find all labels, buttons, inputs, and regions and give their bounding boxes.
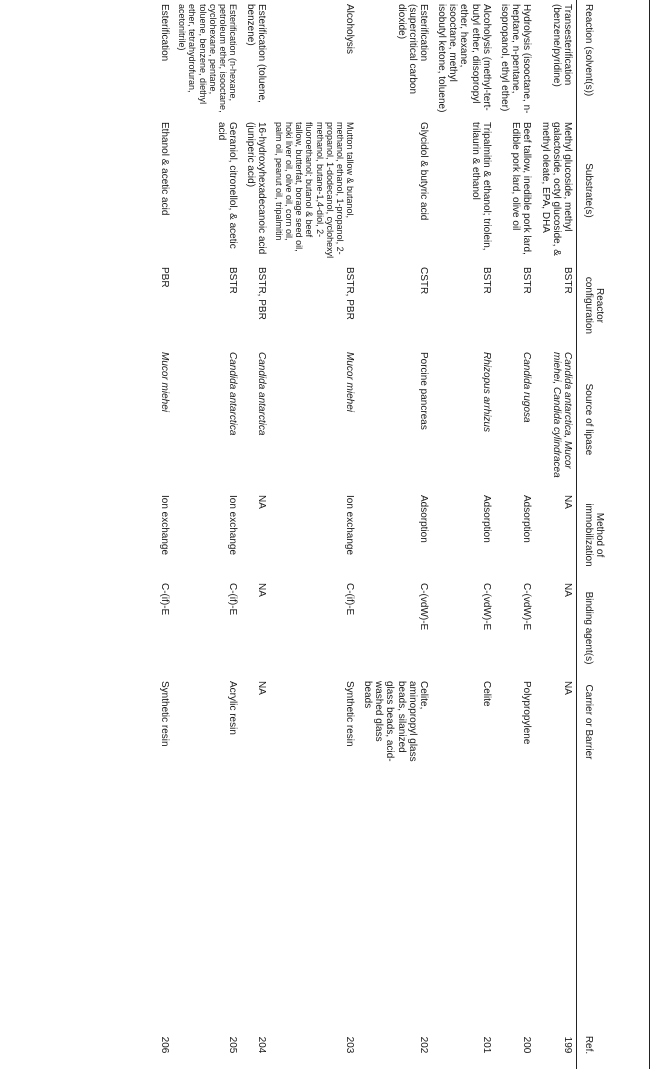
header-ref: Ref. (577, 1021, 650, 1069)
cell-carrier: Synthetic resin (343, 681, 355, 747)
cell-source: Rhizopus arrhizus (480, 352, 492, 433)
cell-reaction: Esterification (supercritical carbon dioxide) (395, 4, 429, 95)
cell-reactor: BSTR (480, 267, 492, 294)
header-spacer (577, 767, 650, 1021)
table-row (270, 0, 358, 1069)
cell-source: Candida rugosa (521, 352, 533, 423)
cell-method: NA (256, 495, 268, 509)
cell-source: Mucor miehei (343, 352, 355, 413)
cell-reactor: CSTR (417, 267, 429, 295)
cell-method: Adsorption (417, 495, 429, 543)
table-row (153, 0, 173, 1069)
table-header-row (577, 0, 650, 1069)
cell-ref: 201 (480, 1036, 492, 1054)
cell-source: Porcine pancreas (417, 352, 429, 430)
header-reaction: Reaction (solvent(s)) (577, 0, 650, 118)
cell-substrate: Beef tallow, inedible pork lard, Edible pork lard, olive oil (510, 122, 533, 255)
cell-method: Ion exchange (159, 495, 171, 556)
cell-carrier: Celite (480, 681, 492, 707)
cell-substrate: Methyl glucoside, methyl galactoside, octyl glucoside, & methyl oleate, EPA, DHA (539, 122, 573, 256)
cell-binding: C-(if)-E (226, 583, 238, 616)
cell-ref: 199 (562, 1036, 573, 1054)
cell-reactor: BSTR (562, 267, 573, 294)
table-row (241, 0, 270, 1069)
cell-reactor: BSTR (226, 267, 238, 294)
cell-carrier: NA (256, 681, 268, 695)
cell-method: NA (562, 495, 573, 509)
cell-carrier: Celite, aminopropyl glass beads, silanized glass beads, acid-washed glass beads (362, 681, 429, 762)
header-substrate: Substrate(s) (577, 118, 650, 263)
cell-substrate: Ethanol & acetic acid (159, 122, 171, 216)
table-row (535, 0, 576, 1069)
cell-binding: NA (562, 583, 573, 597)
cell-carrier: Acrylic resin (226, 681, 238, 735)
cell-reaction: Esterification (159, 4, 171, 62)
cell-substrate: Tripalmitin & ethanol; triolein, trilaurin & ethanol (469, 122, 492, 251)
table-row (495, 0, 536, 1069)
cell-carrier: NA (562, 681, 573, 695)
cell-reactor: BSTR, PBR (256, 267, 268, 320)
cell-carrier: Polypropylene (521, 681, 533, 745)
cell-reactor: BSTR (521, 267, 533, 294)
cell-reaction: Alcoholysis (methyl-tert-butyl ether, diisopropyl ether, hexane, isooctane, methyl isobutyl ketone, toluene) (436, 4, 492, 113)
cell-reaction: Transesterification (benzene/pyridine) (550, 4, 573, 87)
cell-binding: C-(if)-E (159, 583, 171, 616)
cell-source: Candida antarctica (226, 352, 238, 436)
cell-reaction: Alcoholysis (343, 4, 355, 55)
cell-carrier: Synthetic resin (159, 681, 171, 747)
cell-substrate: Mutton tallow & butanol, methanol, ethanol, 1-propanol, 2-propanol, 1-dodecanol, cyclohexyl methanol, butane-1,4-diol, 2-fluoroethanol; butanol & beef tallow, butterfat, borage seed oil, hoki liver oil, olive oil, corn oil, palm oil, peanut oil, tripalmitin (274, 122, 355, 259)
header-binding: Binding agent(s) (577, 579, 650, 677)
cell-reaction: Hydrolysis (isooctane, n-heptane, n-pentane, isopropanol, ethyl ether) (499, 4, 533, 114)
cell-ref: 202 (417, 1036, 429, 1054)
cell-binding: C-(vdW)-E (417, 583, 429, 631)
table-row (173, 0, 240, 1069)
cell-binding: C-(vdW)-E (480, 583, 492, 631)
cell-method: Adsorption (480, 495, 492, 543)
cell-reactor: PBR (159, 267, 171, 288)
cell-reaction: Esterification (n-hexane, petroleum ether, isooctane, cyclohexane, pentane, toluene, benzene, diethyl ether, tetrahydrofuran, acetonitrile) (177, 4, 238, 113)
cell-method: Adsorption (521, 495, 533, 543)
table-row (358, 0, 432, 1069)
cell-source: Candida antarctica, Mucor miehei, Candida cylindracea (550, 352, 573, 478)
cell-substrate: Glycidol & butyric acid (417, 122, 429, 221)
table-row (432, 0, 495, 1069)
lipase-table (153, 0, 650, 1069)
cell-reaction: Esterification (toluene, benzene) (245, 4, 268, 103)
cell-substrate: 16-hydroxyhexadecanoic acid (juniperic acid) (245, 122, 268, 255)
header-carrier: Carrier or Barrier (577, 677, 650, 767)
cell-substrate: Geraniol, citronellol, & acetic acid (215, 122, 238, 249)
cell-ref: 200 (521, 1036, 533, 1054)
cell-binding: NA (256, 583, 268, 597)
cell-ref: 206 (159, 1036, 171, 1054)
cell-ref: 204 (256, 1036, 268, 1054)
cell-source: Candida antarctica (256, 352, 268, 436)
cell-method: Ion exchange (343, 495, 355, 556)
cell-ref: 203 (343, 1036, 355, 1054)
header-method: Method of immobilization (577, 491, 650, 579)
cell-ref: 205 (226, 1036, 238, 1054)
header-reactor: Reactor configuration (577, 263, 650, 348)
cell-method: Ion exchange (226, 495, 238, 556)
cell-reactor: BSTR, PBR (343, 267, 355, 320)
header-source: Source of lipase (577, 348, 650, 491)
cell-binding: C-(if)-E (343, 583, 355, 616)
cell-source: Mucor miehei (159, 352, 171, 413)
cell-binding: C-(vdW)-E (521, 583, 533, 631)
